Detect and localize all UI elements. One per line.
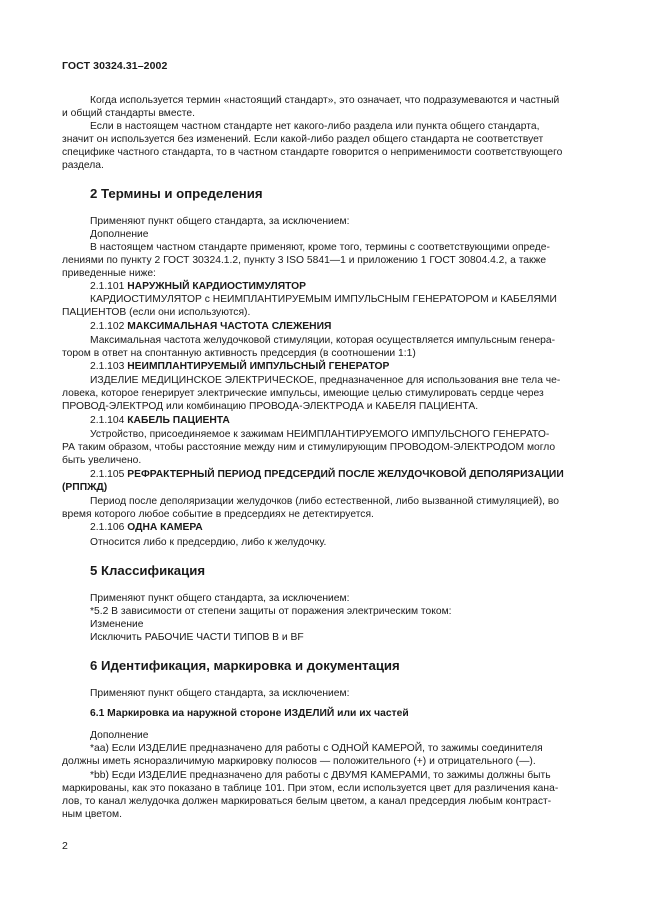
section-line: Дополнение — [90, 229, 149, 240]
term-definition: ИЗДЕЛИЕ МЕДИЦИНСКОЕ ЭЛЕКТРИЧЕСКОЕ, предназначенное для использования вне тела че- — [90, 375, 561, 386]
section-line: Дополнение — [90, 730, 149, 741]
term-2-1-106 — [90, 521, 203, 534]
term-number: 2.1.102 — [90, 321, 125, 332]
section-line: Применяют пункт общего стандарта, за исключением: — [90, 216, 350, 227]
term-name: НЕИМПЛАНТИРУЕМЫЙ ИМПУЛЬСНЫЙ ГЕНЕРАТОР — [127, 361, 390, 372]
term-2-1-102 — [90, 320, 331, 333]
section-line: *bb) Есди ИЗДЕЛИЕ предназначено для работы с ДВУМЯ КАМЕРАМИ, то зажимы должны быть — [90, 770, 551, 781]
section-line: Применяют пункт общего стандарта, за исключением: — [90, 688, 350, 699]
term-definition: Устройство, присоединяемое к зажимам НЕИМПЛАНТИРУЕМОГО ИМПУЛЬСНОГО ГЕНЕРАТО- — [90, 429, 550, 440]
intro-line: Если в настоящем частном стандарте нет какого-либо раздела или пункта общего стандарта, — [90, 121, 540, 132]
section-line: Применяют пункт общего стандарта, за исключением: — [90, 593, 350, 604]
term-number: 2.1.101 — [90, 281, 125, 292]
section-line: *аа) Если ИЗДЕЛИЕ предназначено для работы с ОДНОЙ КАМЕРОЙ, то зажимы соединителя — [90, 743, 543, 754]
term-definition: ловека, которое генерирует электрические импульсы, имеющие целью стимулировать сердце через — [62, 388, 544, 399]
term-number: 2.1.106 — [90, 522, 125, 533]
section-line: Исключить РАБОЧИЕ ЧАСТИ ТИПОВ В и BF — [90, 632, 304, 643]
intro-line: и общий стандарты вместе. — [62, 108, 195, 119]
section-2-title: 2 Термины и определения — [90, 186, 263, 201]
intro-line: специфике частного стандарта, то в частном стандарте говорится о неприменимости соответствующего — [62, 147, 563, 158]
section-line: *5.2 В зависимости от степени защиты от поражения электрическим током: — [90, 606, 452, 617]
term-definition: время которого любое событие в предсердиях не детектируется. — [62, 509, 374, 520]
term-number: 2.1.105 — [90, 469, 125, 480]
term-definition: РА таким образом, чтобы расстояние между ним и стимулирующим ПРОВОДОМ-ЭЛЕКТРОДОМ могло — [62, 442, 556, 453]
term-definition: ПАЦИЕНТОВ (если они используются). — [62, 307, 251, 318]
term-name: НАРУЖНЫЙ КАРДИОСТИМУЛЯТОР — [127, 281, 307, 292]
section-line: ным цветом. — [62, 809, 122, 820]
section-line: В настоящем частном стандарте применяют, кроме того, термины с соответствующими опреде- — [90, 242, 550, 253]
section-line: должны иметь ясноразличимую маркировку полюсов — положительного (+) и отрицательного (—). — [62, 756, 536, 767]
term-definition: тором в ответ на спонтанную активность предсердия (в соотношении 1:1) — [62, 348, 416, 359]
page-number: 2 — [62, 840, 68, 852]
term-2-1-103 — [90, 360, 389, 373]
term-definition: КАРДИОСТИМУЛЯТОР с НЕИМПЛАНТИРУЕМЫМ ИМПУЛЬСНЫМ ГЕНЕРАТОРОМ и КАБЕЛЯМИ — [90, 294, 557, 305]
term-definition: ПРОВОД-ЭЛЕКТРОД или комбинацию ПРОВОДА-ЭЛЕКТРОДА и КАБЕЛЯ ПАЦИЕНТА. — [62, 401, 479, 412]
term-name: РЕФРАКТЕРНЫЙ ПЕРИОД ПРЕДСЕРДИЙ ПОСЛЕ ЖЕЛУДОЧКОВОЙ ДЕПОЛЯРИЗАЦИИ — [127, 469, 564, 480]
term-number: 2.1.103 — [90, 361, 125, 372]
term-definition: Относится либо к предсердию, либо к желудочку. — [90, 537, 327, 548]
term-name: КАБЕЛЬ ПАЦИЕНТА — [127, 415, 230, 426]
term-2-1-101 — [90, 280, 306, 293]
intro-line: значит он используется без изменений. Если какой-либо раздел общего стандарта не соответствует — [62, 134, 544, 145]
term-2-1-105 — [90, 468, 564, 481]
section-6-title: 6 Идентификация, маркировка и документация — [90, 658, 400, 673]
section-line: лов, то канал желудочка должен маркироваться белым цветом, а канал предсердия любым контраст- — [62, 796, 552, 807]
intro-line: Когда используется термин «настоящий стандарт», это означает, что подразумеваются и частный — [90, 95, 560, 106]
term-name: МАКСИМАЛЬНАЯ ЧАСТОТА СЛЕЖЕНИЯ — [127, 321, 332, 332]
term-name-continued: (РППЖД) — [62, 482, 108, 493]
section-5-title: 5 Классификация — [90, 563, 206, 578]
term-2-1-104 — [90, 414, 230, 427]
intro-line: раздела. — [62, 160, 104, 171]
term-definition: Максимальная частота желудочковой стимуляции, которая осуществляется импульсным генера- — [90, 335, 556, 346]
term-definition: Период после деполяризации желудочков (либо естественной, либо вызванной стимуляцией), во — [90, 496, 559, 507]
term-name: ОДНА КАМЕРА — [127, 522, 203, 533]
page-header: ГОСТ 30324.31–2002 — [62, 60, 168, 72]
term-definition: быть увеличено. — [62, 455, 142, 466]
subsection-6-1-title: 6.1 Маркировка иа наружной стороне ИЗДЕЛИЙ или их частей — [90, 708, 409, 719]
section-line: маркированы, как это показано в таблице 101. При этом, если используется цвет для различения кана- — [62, 783, 559, 794]
section-line: лениями по пункту 2 ГОСТ 30324.1.2, пункту 3 ISO 5841—1 и приложению 1 ГОСТ 30804.4.2, а также — [62, 255, 547, 266]
section-line: приведенные ниже: — [62, 268, 156, 279]
section-line: Изменение — [90, 619, 144, 630]
term-number: 2.1.104 — [90, 415, 125, 426]
